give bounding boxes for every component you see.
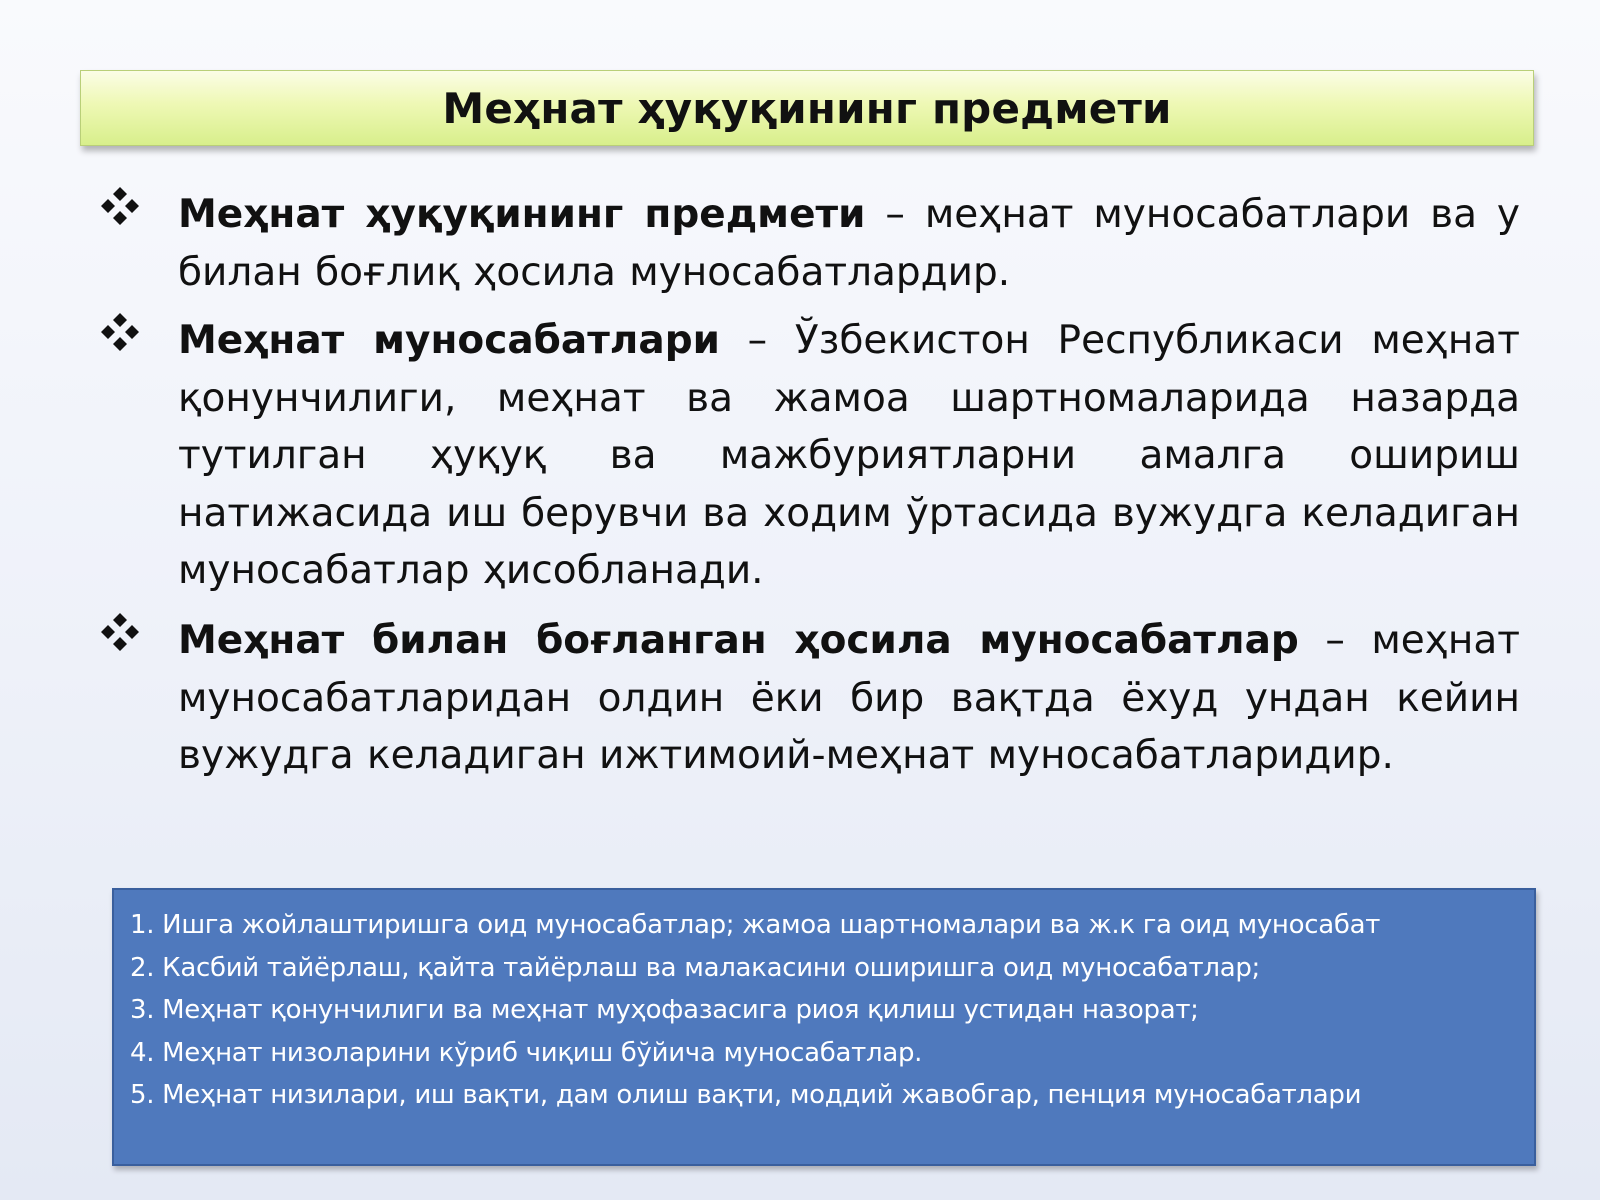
bullet-list (100, 186, 1520, 844)
title-banner (80, 70, 1534, 146)
bullet-text (178, 186, 1520, 301)
list-item: 1. Ишга жойлаштиришга оид муносабатлар; жамоа шартномалари ва ж.к га оид муносабат (130, 910, 1381, 940)
bullet-text (178, 612, 1520, 785)
diamond-cluster-icon (100, 312, 140, 352)
slide-title: Меҳнат ҳуқуқининг предмети (442, 83, 1172, 133)
bullet-item (100, 186, 1520, 304)
bullet-text (178, 312, 1520, 600)
diamond-cluster-icon (100, 612, 140, 652)
bullet-item (100, 612, 1520, 844)
bullet-term: Меҳнат муносабатлари (178, 318, 720, 363)
diamond-cluster-icon (100, 186, 140, 226)
list-item: 5. Меҳнат низилари, иш вақти, дам олиш вақти, моддий жавобгар, пенция муносабатлари (130, 1080, 1362, 1110)
list-item: 3. Меҳнат қонунчилиги ва меҳнат муҳофазасига риоя қилиш устидан назорат; (130, 995, 1199, 1025)
list-item: 4. Меҳнат низоларини кўриб чиқиш бўйича муносабатлар. (130, 1037, 923, 1068)
bullet-term: Меҳнат ҳуқуқининг предмети (178, 192, 866, 237)
bullet-definition: – Ўзбекистон Республикаси меҳнат қонунчилиги, меҳнат ва жамоа шартномаларида назарда тутилган ҳуқуқ ва мажбуриятларни амалга ошириш натижасида иш берувчи ва ходим ўртасида вужудга келадиган муносабатлар ҳисобланади. (178, 318, 1520, 593)
list-item: 2. Касбий тайёрлаш, қайта тайёрлаш ва малакасини оширишга оид муносабатлар; (130, 952, 1261, 983)
bullet-definition: – меҳнат муносабатларидан олдин ёки бир вақтда ёхуд ундан кейин вужудга келадиган ижтимоий-меҳнат муносабатларидир. (178, 618, 1520, 778)
numbered-list-box (112, 888, 1536, 1166)
bullet-item (100, 312, 1520, 602)
bullet-definition: – меҳнат муносабатлари ва у билан боғлиқ ҳосила муносабатлардир. (178, 192, 1521, 295)
bullet-term: Меҳнат билан боғланган ҳосила муносабатлар (178, 618, 1299, 663)
